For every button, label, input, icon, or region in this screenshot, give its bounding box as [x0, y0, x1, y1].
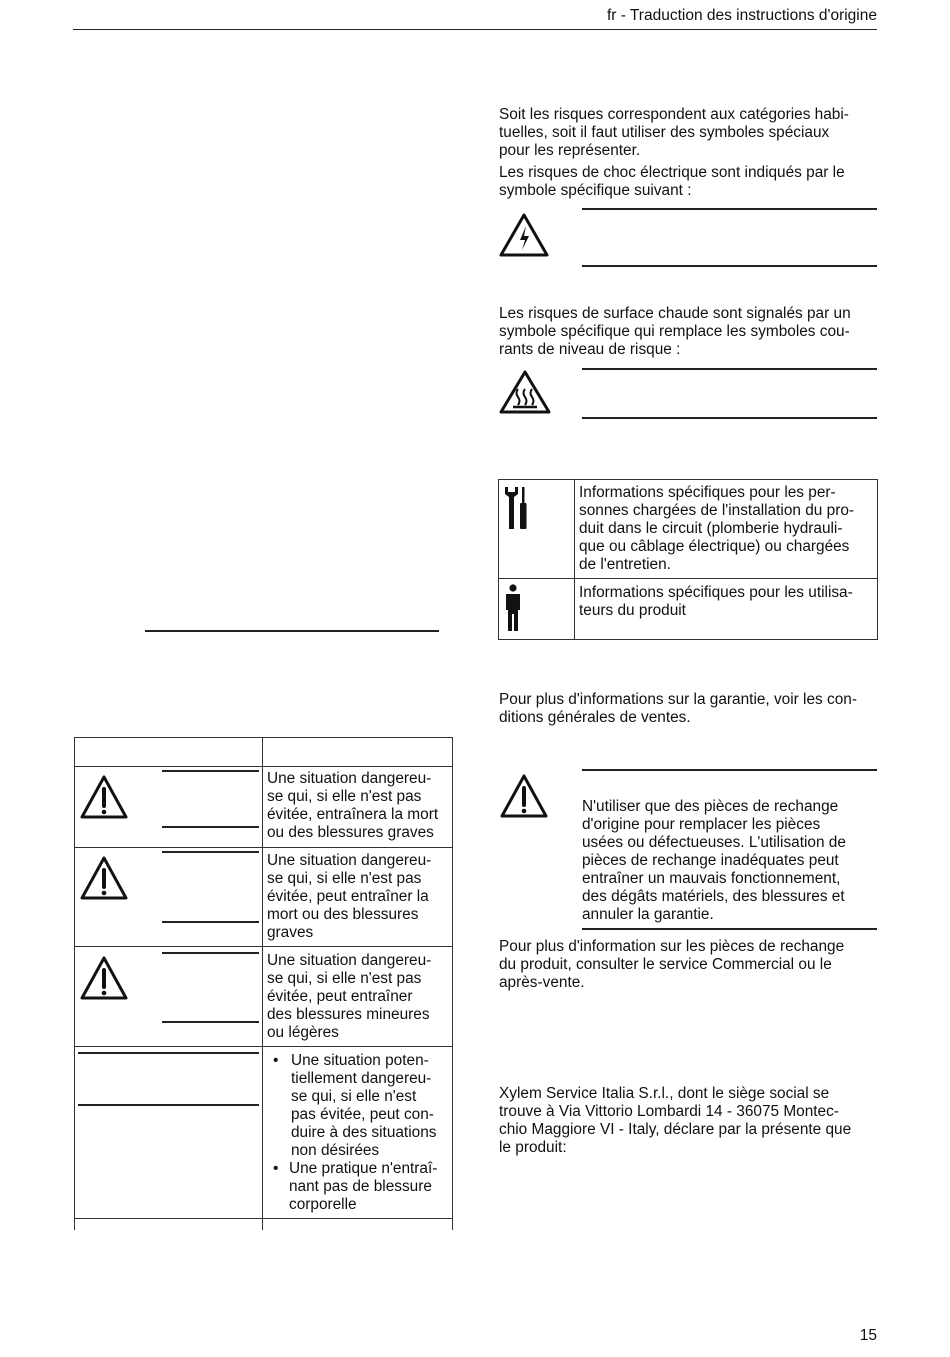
- hazard-row-2-text: Une situation dangereu- se qui, si elle n'est pas évitée, peut entraîner la mort ou des blessures graves: [267, 852, 432, 941]
- signal-word-rule: [582, 265, 877, 267]
- signal-word-rule: [582, 769, 877, 771]
- intro-paragraph-2: Les risques de choc électrique sont indiqués par le symbole spécifique suivant :: [499, 164, 845, 199]
- person-icon: [503, 584, 523, 632]
- header-rule: [73, 29, 877, 30]
- user-table-row-rule: [498, 578, 878, 579]
- hazard-row-4-text: [267, 1052, 451, 1214]
- signal-word-rule: [162, 952, 259, 954]
- spare-parts-warning-text: N'utiliser que des pièces de rechange d'origine pour remplacer les pièces usées ou défectueuses. L'utilisation de pièces de rechange inadéquates peut entraîner un mauvais fonctionnement, des dégâts matériels, des blessures et annuler la garantie.: [582, 798, 846, 923]
- hot-surface-paragraph: Les risques de surface chaude sont signalés par un symbole spécifique qui remplace les symboles cou- rants de niveau de risque :: [499, 305, 851, 358]
- signal-word-rule: [78, 1052, 259, 1054]
- hazard-table-row-rule: [74, 847, 453, 848]
- signal-word-rule: [582, 208, 877, 210]
- warning-triangle-icon: [79, 774, 129, 820]
- hot-surface-icon: [498, 369, 552, 415]
- hazard-table-column-divider: [262, 737, 263, 1230]
- electrical-hazard-icon: [498, 212, 550, 258]
- signal-word-rule: [162, 770, 259, 772]
- hazard-table-row-rule: [74, 946, 453, 947]
- hazard-row-3-text: Une situation dangereu- se qui, si elle n'est pas évitée, peut entraîner des blessures mineures ou légères: [267, 952, 432, 1041]
- signal-word-rule: [582, 417, 877, 419]
- bullet-dot: •: [273, 1160, 279, 1177]
- warranty-paragraph: Pour plus d'informations sur la garantie, voir les con- ditions générales de ventes.: [499, 691, 857, 726]
- user-table-column-divider: [574, 479, 575, 640]
- signal-word-rule: [582, 368, 877, 370]
- hazard-table-row-rule: [74, 1218, 453, 1219]
- signal-word-rule: [582, 928, 877, 930]
- hazard-table-row-rule: [74, 1046, 453, 1047]
- warning-triangle-icon: [499, 773, 549, 819]
- declaration-paragraph: Xylem Service Italia S.r.l., dont le siège social se trouve à Via Vittorio Lombardi 14 - 36075 Montec- chio Maggiore VI - Italy, déclare par la présente que le produit:: [499, 1085, 852, 1156]
- user-table-row-1-text: Informations spécifiques pour les per- sonnes chargées de l'installation du pro- duit dans le circuit (plomberie hydrauli- que ou câblage électrique) ou chargées de l'entretien.: [579, 484, 855, 573]
- warning-triangle-icon: [79, 955, 129, 1001]
- hazard-row-1-text: Une situation dangereu- se qui, si elle n'est pas évitée, entraînera la mort ou des blessures graves: [267, 770, 439, 841]
- intro-paragraph-1: Soit les risques correspondent aux catégories habi- tuelles, soit il faut utiliser des symboles spéciaux pour les représenter.: [499, 106, 849, 159]
- signal-word-rule: [162, 1021, 259, 1023]
- signal-word-rule: [162, 921, 259, 923]
- warning-triangle-icon: [79, 855, 129, 901]
- section-rule: [145, 630, 439, 632]
- signal-word-rule: [162, 851, 259, 853]
- spare-parts-info-paragraph: Pour plus d'information sur les pièces de rechange du produit, consulter le service Commercial ou le après-vente.: [499, 938, 845, 991]
- hazard-table-header-rule: [74, 766, 453, 767]
- signal-word-rule: [78, 1104, 259, 1106]
- page-number: 15: [859, 1327, 877, 1344]
- bullet-dot: •: [273, 1052, 279, 1069]
- notice-bullet-item: • Une pratique n'entraî- nant pas de blessure corporelle: [273, 1160, 438, 1213]
- signal-word-rule: [162, 826, 259, 828]
- notice-bullet-item: • Une situation poten- tiellement dangereu- se qui, si elle n'est pas évitée, peut con- duire à des situations non désirées: [273, 1052, 437, 1159]
- user-table-row-2-text: Informations spécifiques pour les utilisa- teurs du produit: [579, 584, 853, 619]
- tools-icon: [503, 485, 529, 531]
- page-header-title: fr - Traduction des instructions d'origine: [606, 7, 877, 24]
